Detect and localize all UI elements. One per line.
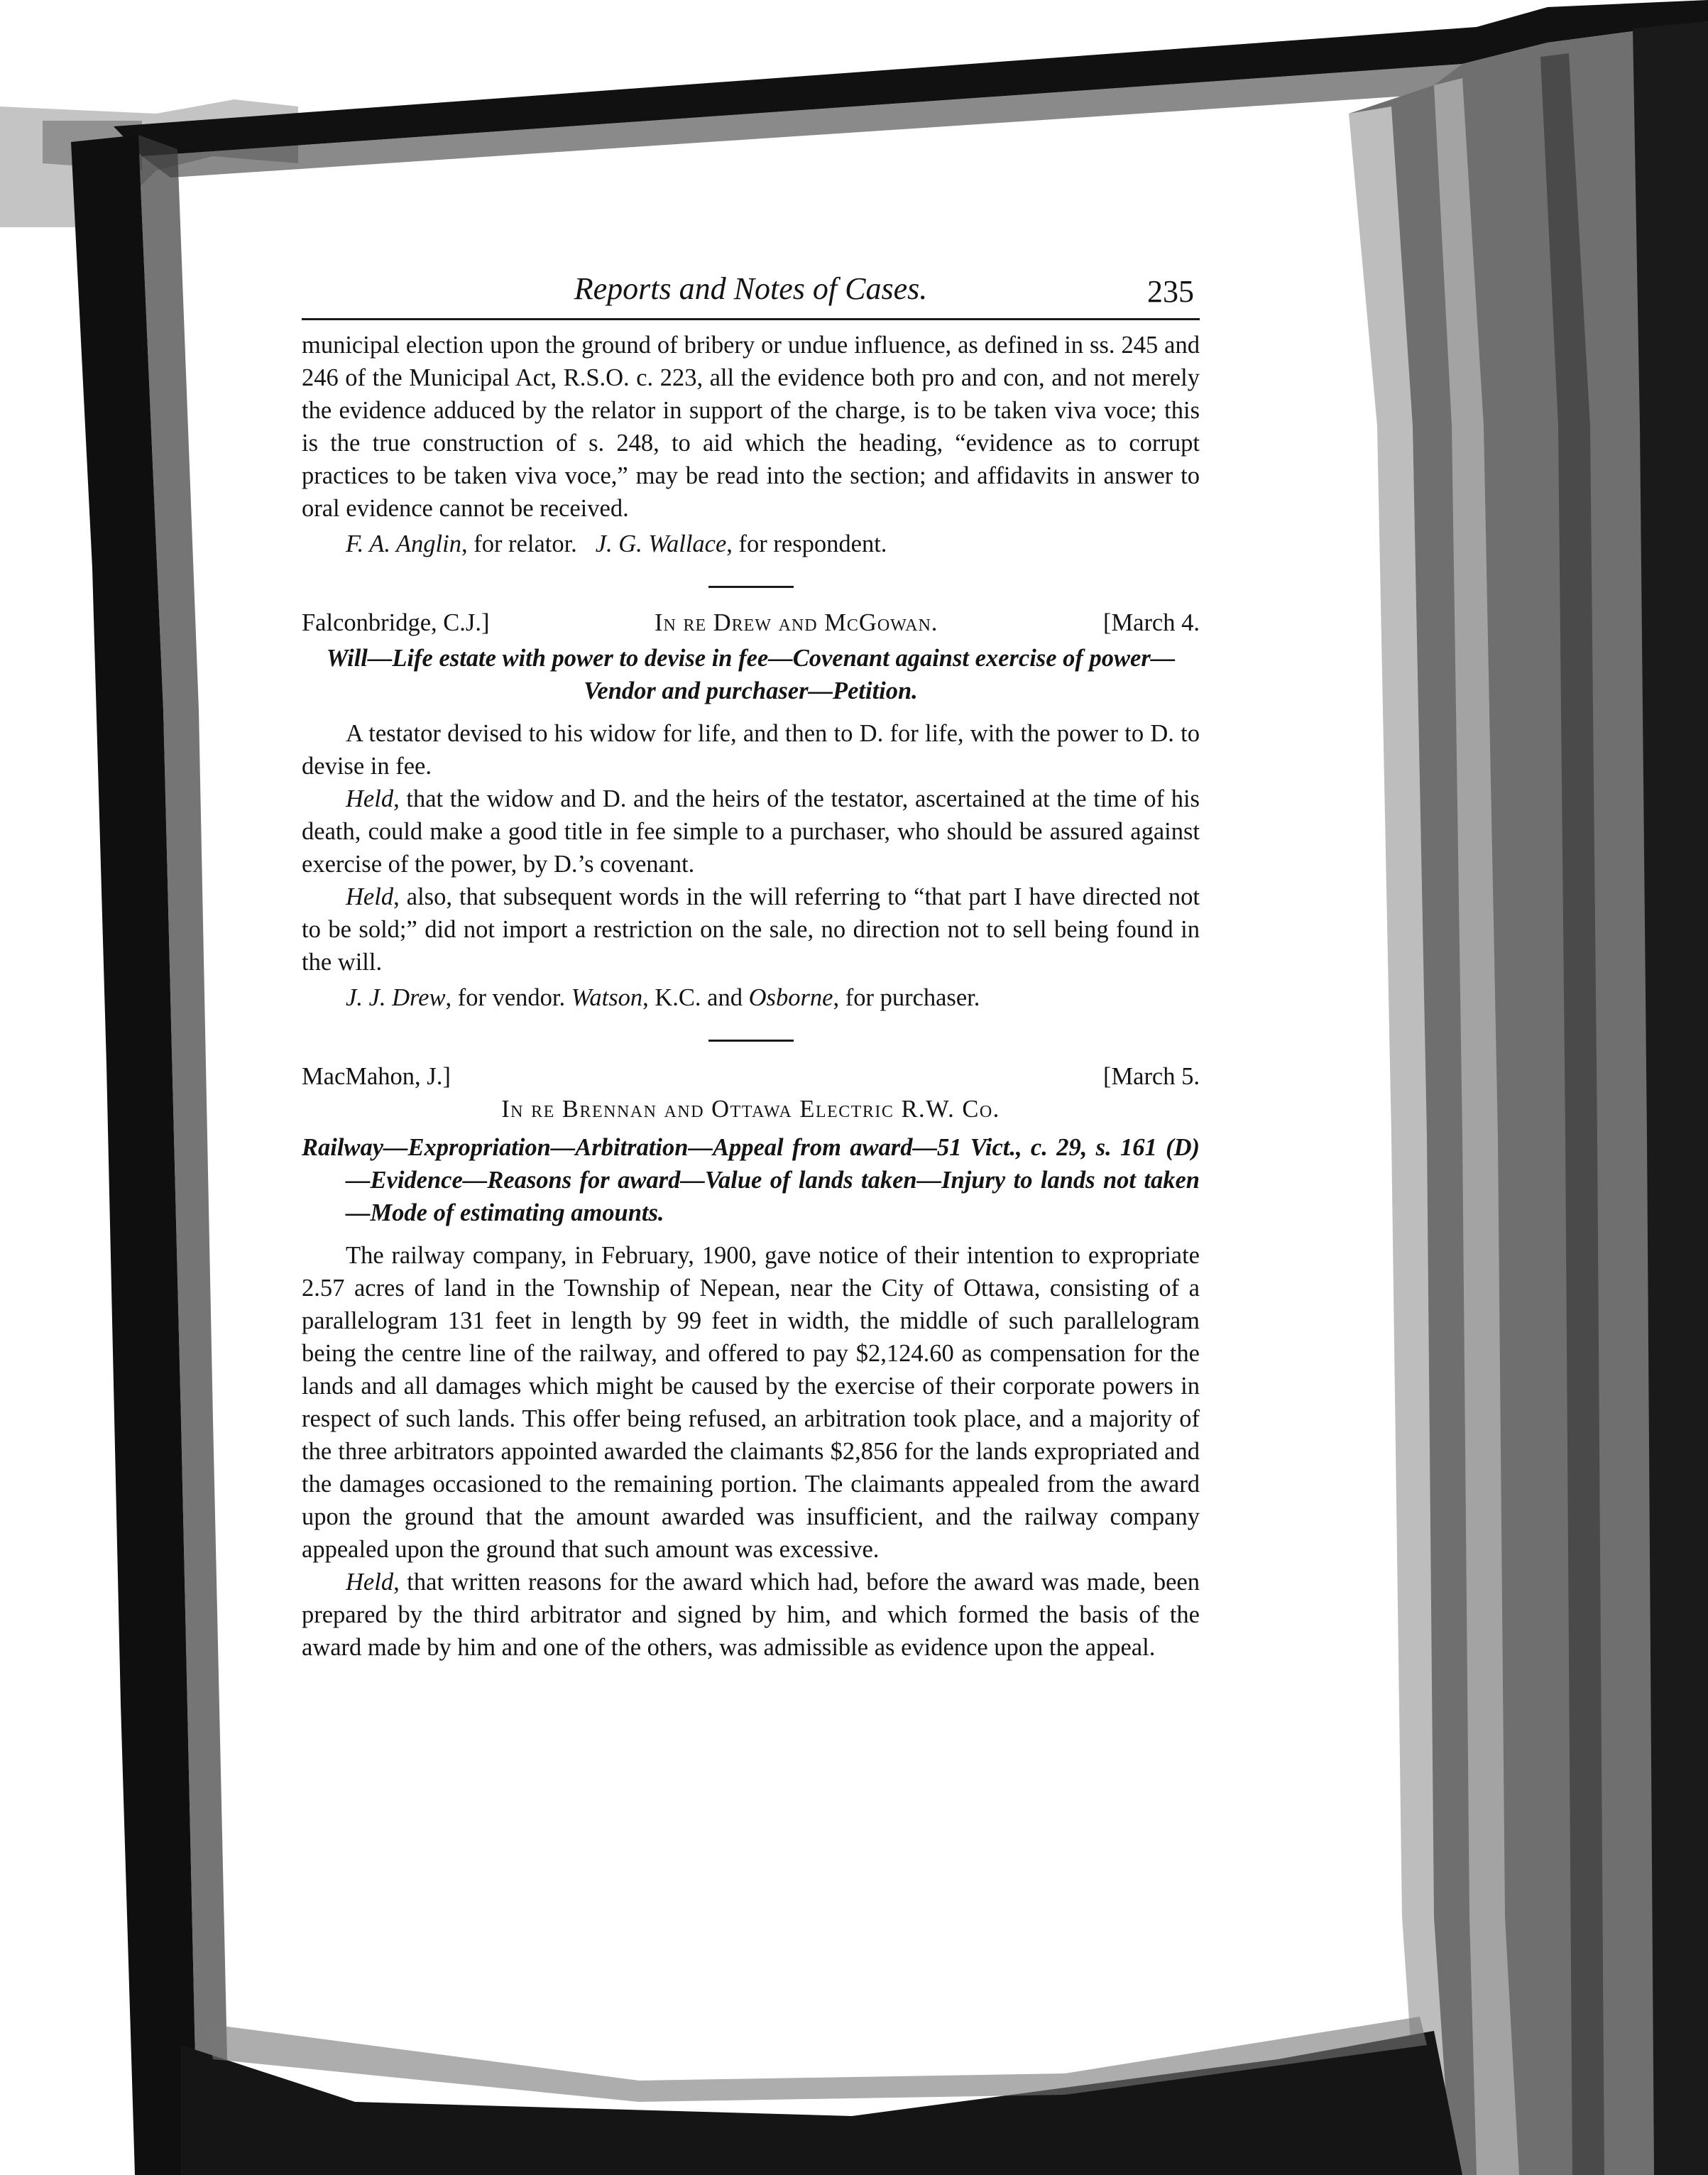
case-judge: Falconbridge, C.J.] xyxy=(302,609,490,636)
case-date: [March 4. xyxy=(1102,609,1200,636)
counsel-name: J. J. Drew xyxy=(346,984,446,1011)
case-heading xyxy=(302,1060,1200,1093)
case-judge: MacMahon, J.] xyxy=(302,1063,451,1090)
counsel-role: , for respondent. xyxy=(726,530,887,557)
counsel-name: Osborne xyxy=(748,984,833,1011)
held-label: Held xyxy=(346,883,394,910)
case-facts: The railway company, in February, 1900, gave notice of their intention to expropriate 2.57 acres of land in the Township of Nepean, near the City of Ottawa, consisting of a parallelogram 131 feet in length by 99 feet in width, the middle of such parallelogram being the centre line of the railway, and offered to pay $2,124.60 as compensation for the lands and all damages which might be caused by the exercise of their corporate powers in respect of such lands. This offer being refused, an arbitration took place, and a majority of the three arbitrators appointed awarded the claimants $2,856 for the lands expropriated and the damages occasioned to the remaining portion. The claimants appealed from the award upon the ground that the amount awarded was insufficient, and the railway company appealed upon the ground that such amount was excessive. xyxy=(302,1242,1200,1563)
case-heading xyxy=(302,606,1200,639)
case-held xyxy=(302,783,1200,881)
continuation-paragraph: municipal election upon the ground of bribery or undue influence, as defined in ss. 245 and 246 of the Municipal Act, R.S.O. c. 223, all the evidence both pro and con, and not merely the evidence adduced by the relator in support of the charge, is to be taken viva voce; this is the true construction of s. 248, to aid which the heading, “evidence as to corrupt practices to be taken viva voce,” may be read into the section; and affidavits in answer to oral evidence cannot be received. xyxy=(302,332,1200,522)
counsel-role: , K.C. and xyxy=(642,984,749,1011)
case-facts: A testator devised to his widow for life, and then to D. for life, with the power to D. to devise in fee. xyxy=(302,720,1200,780)
counsel-name: F. A. Anglin xyxy=(346,530,461,557)
held-label: Held xyxy=(346,1569,394,1596)
counsel-role: , for purchaser. xyxy=(833,984,980,1011)
running-title: Reports and Notes of Cases. xyxy=(574,271,928,306)
running-head xyxy=(302,268,1200,320)
case-held xyxy=(302,1566,1200,1664)
counsel-role: , for relator. xyxy=(461,530,577,557)
case-held xyxy=(302,881,1200,979)
counsel-role: , for vendor. xyxy=(445,984,571,1011)
case-counsel xyxy=(302,981,1200,1014)
case-date: [March 5. xyxy=(1102,1063,1200,1090)
continuation-counsel xyxy=(302,528,1200,560)
held-text: , that the widow and D. and the heirs of the testator, ascertained at the time of his death, could make a good title in fee simple to a purchaser, who should be assured against exercise of the power, by D.’s covenant. xyxy=(302,785,1200,878)
counsel-name: Watson xyxy=(571,984,643,1011)
page-number: 235 xyxy=(1147,274,1194,309)
case-catchwords: Will—Life estate with power to devise in fee—Covenant against exercise of power—Vendor and purchaser—Petition. xyxy=(326,645,1176,704)
case-title: In re Brennan and Ottawa Electric R.W. Co. xyxy=(501,1096,1000,1123)
case-catchwords: Railway—Expropriation—Arbitration—Appeal from award—51 Vict., c. 29, s. 161 (D)—Evidence—Reasons for award—Value of lands taken—Injury to lands not taken—Mode of estimating amounts. xyxy=(302,1134,1200,1226)
held-label: Held xyxy=(346,785,394,812)
case-title: In re Drew and McGowan. xyxy=(655,609,938,636)
counsel-name: J. G. Wallace xyxy=(595,530,727,557)
held-text: , also, that subsequent words in the will referring to “that part I have directed not to be sold;” did not import a restriction on the sale, no direction not to sell being found in the will. xyxy=(302,883,1200,976)
section-divider xyxy=(708,586,794,588)
section-divider xyxy=(708,1040,794,1042)
held-text: , that written reasons for the award which had, before the award was made, been prepared by the third arbitrator and signed by him, and which formed the basis of the award made by him and one of the others, was admissible as evidence upon the appeal. xyxy=(302,1569,1200,1661)
page-body xyxy=(302,268,1200,1664)
